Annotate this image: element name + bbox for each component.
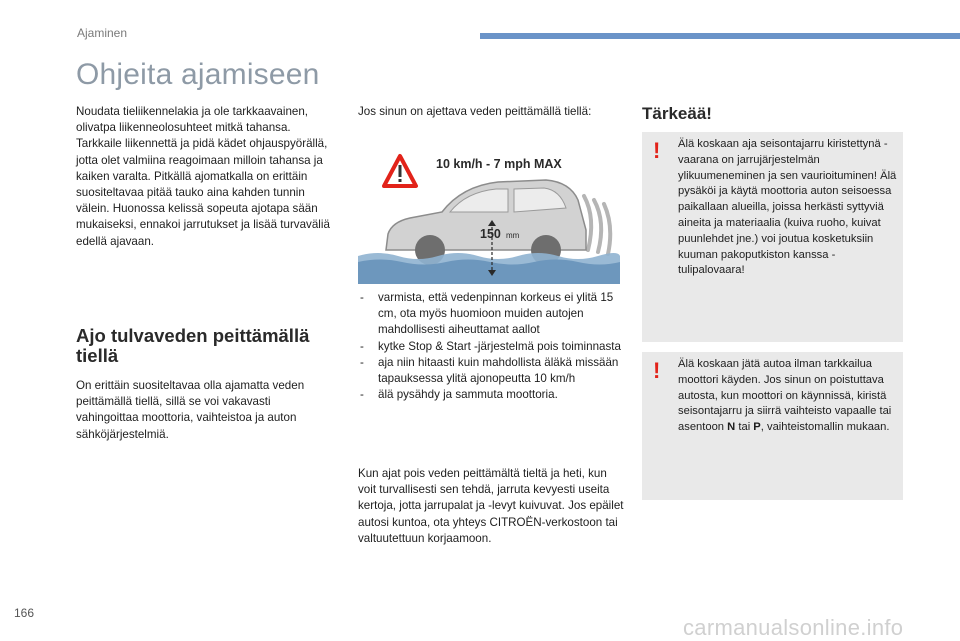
watermark: carmanualsonline.info [683,615,904,640]
flood-illustration [358,138,620,284]
intro-paragraph: Noudata tieliikennelakia ja ole tarkkaavainen, olivatpa liikenneolosuhteet mitkä tahansa. Tarkkaile liikennettä ja pidä kädet ohjauspyörällä, jotta olet valmiina reagoimaan milloin tahansa ja kaiken varalta. Pitkällä ajomatkalla on erittäin suositeltavaa pitää tauko aina kahden tunnin välein. Huonossa kelissä sopeuta ajotapa sään mukaiseksi, ennakoi jarrutukset ja lisää turvaväliä edellä ajavaan. [76,105,330,248]
car-water-diagram [358,138,620,284]
flood-paragraph: On erittäin suositeltavaa olla ajamatta veden peittämällä tiellä, sillä se voi vakavasti vahingoittaa moottoria, vaihteistoa ja auton sähköjärjestelmiä. [76,379,305,441]
warning-box-1 [642,132,903,342]
flood-heading: Ajo tulvaveden peittämällä tiellä [76,325,310,366]
list-item: - kytke Stop & Start -järjestelmä pois toiminnasta [360,339,621,353]
water-driving-list [358,290,626,403]
depth-value: 150 [480,227,501,241]
warning-icon: ! [653,358,661,383]
list-item: - aja niin hitaasti kuin mahdollista äläkä missään tapauksessa ylitä ajonopeutta 10 km/h [360,355,619,386]
page-number: 166 [14,606,35,620]
page-title: Ohjeita ajamiseen [76,58,320,91]
header-bar [480,33,960,39]
depth-unit: mm [506,231,520,240]
warning-box-2 [642,352,903,500]
list-item: - älä pysähdy ja sammuta moottoria. [360,388,558,402]
speed-label: 10 km/h - 7 mph MAX [436,157,562,171]
water-intro: Jos sinun on ajettava veden peittämällä tiellä: [358,105,592,118]
warning-text-1: Älä koskaan aja seisontajarru kiristettynä - vaarana on jarrujärjestelmän ylikuumeneminen ja sen vaurioituminen! Älä pysäköi ja käytä moottoria auton seisoessa paikallaan alueilla, joissa herkästi syttyviä aineita ja materiaalia (kuiva ruoho, kuivat puunlehdet jne.) voi joutua kosketuksiin kuuman pakoputkiston kanssa - tulipalovaara! [678,138,897,277]
warning-text-2: Älä koskaan jätä autoa ilman tarkkailua moottori käyden. Jos sinun on poistuttava autosta, kun moottori on käynnissä, kiristä seisontajarru ja siirrä vaihteisto vapaalle tai asentoon N tai P, vaihteistomallin mukaan. [678,358,892,434]
after-water-paragraph: Kun ajat pois veden peittämältä tieltä ja heti, kun voit turvallisesti sen tehdä, jarruta kevyesti useita kertoja, jotta jarrupalat ja -levyt kuivuvat. Jos epäilet autosi kuntoa, ota yhteys CITROËN-verkostoon tai valtuutettuun korjaamoon. [358,467,624,545]
warning-icon: ! [653,138,661,163]
important-heading: Tärkeää! [642,104,712,123]
section-label: Ajaminen [77,26,128,40]
list-item: - varmista, että vedenpinnan korkeus ei ylitä 15 cm, ota myös huomioon muiden autojen mahdollisesti aiheuttamat aallot [360,291,614,337]
